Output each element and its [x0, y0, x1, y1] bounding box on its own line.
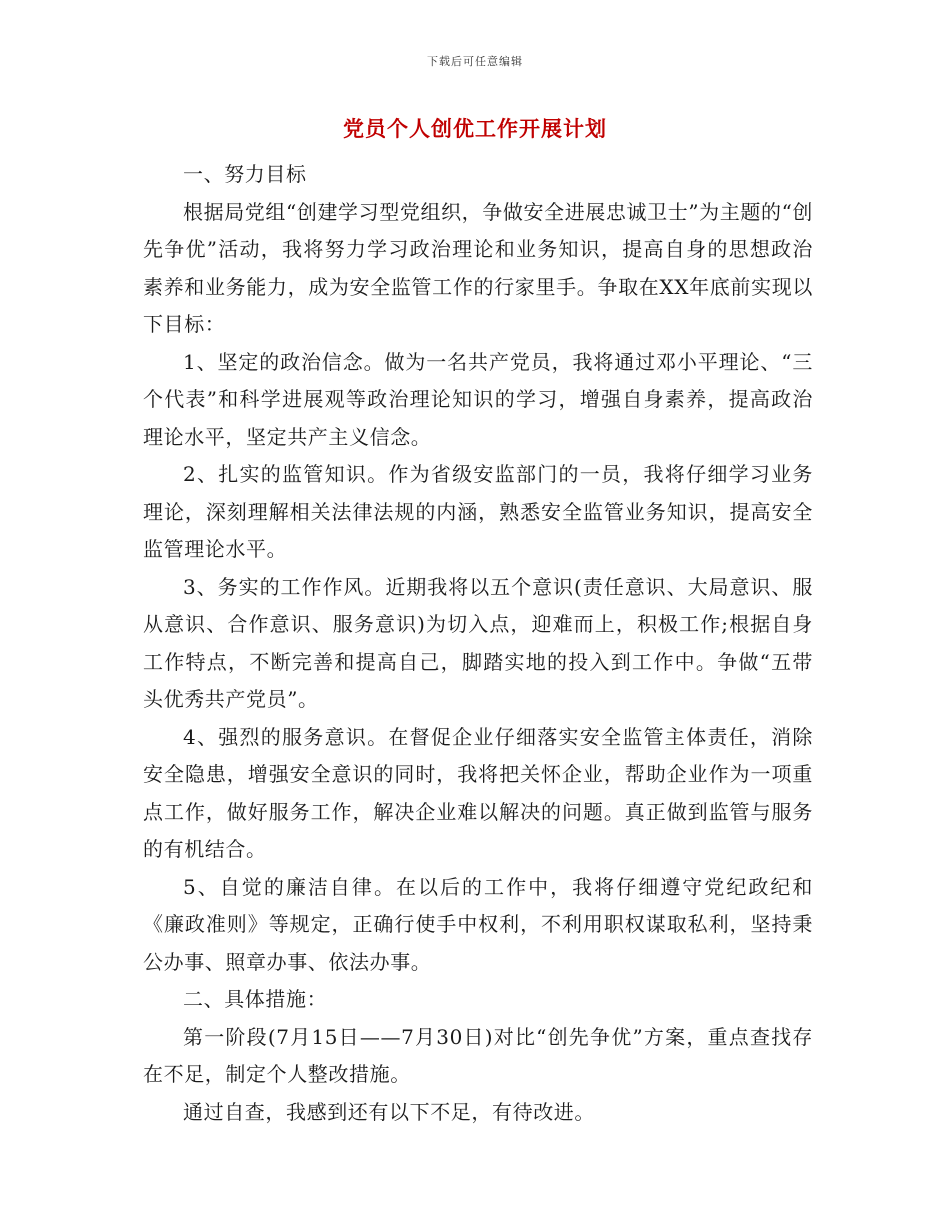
paragraph-intro: 根据局党组“创建学习型党组织，争做安全进展忠诚卫士”为主题的“创先争优”活动，我将努力学习政治理论和业务知识，提高自身的思想政治素养和业务能力，成为安全监管工作的行家里手。争取在XX年底前实现以下目标： — [143, 199, 813, 336]
paragraph-goal-2: 2、扎实的监管知识。作为省级安监部门的一员，我将仔细学习业务理论，深刻理解相关法律法规的内涵，熟悉安全监管业务知识，提高安全监管理论水平。 — [143, 462, 813, 561]
paragraph-self-check: 通过自查，我感到还有以下不足，有待改进。 — [183, 1099, 595, 1124]
paragraph-goal-4: 4、强烈的服务意识。在督促企业仔细落实安全监管主体责任，消除安全隐患，增强安全意识的同时，我将把关怀企业，帮助企业作为一项重点工作，做好服务工作，解决企业难以解决的问题。真正做到监管与服务的有机结合。 — [143, 724, 813, 861]
paragraph-goal-3: 3、务实的工作作风。近期我将以五个意识(责任意识、大局意识、服从意识、合作意识、服务意识)为切入点，迎难而上，积极工作;根据自身工作特点，不断完善和提高自己，脚踏实地的投入到工作中。争做“五带头优秀共产党员”。 — [143, 574, 813, 711]
paragraph-phase-1: 第一阶段(7月15日——7月30日)对比“创先争优”方案，重点查找存在不足，制定个人整改措施。 — [143, 1024, 813, 1086]
paragraph-goal-5: 5、自觉的廉洁自律。在以后的工作中，我将仔细遵守党纪政纪和《廉政准则》等规定，正确行使手中权利，不利用职权谋取私利，坚持秉公办事、照章办事、依法办事。 — [143, 874, 813, 974]
header-note: 下载后可任意编辑 — [427, 55, 523, 68]
section-heading-goals: 一、努力目标 — [183, 162, 307, 186]
document-title: 党员个人创优工作开展计划 — [343, 116, 607, 141]
document-body — [143, 156, 813, 1131]
section-heading-measures: 二、具体措施： — [183, 987, 328, 1011]
paragraph-goal-1: 1、坚定的政治信念。做为一名共产党员，我将通过邓小平理论、“三个代表”和科学进展观等政治理论知识的学习，增强自身素养，提高政治理论水平，坚定共产主义信念。 — [143, 349, 813, 449]
